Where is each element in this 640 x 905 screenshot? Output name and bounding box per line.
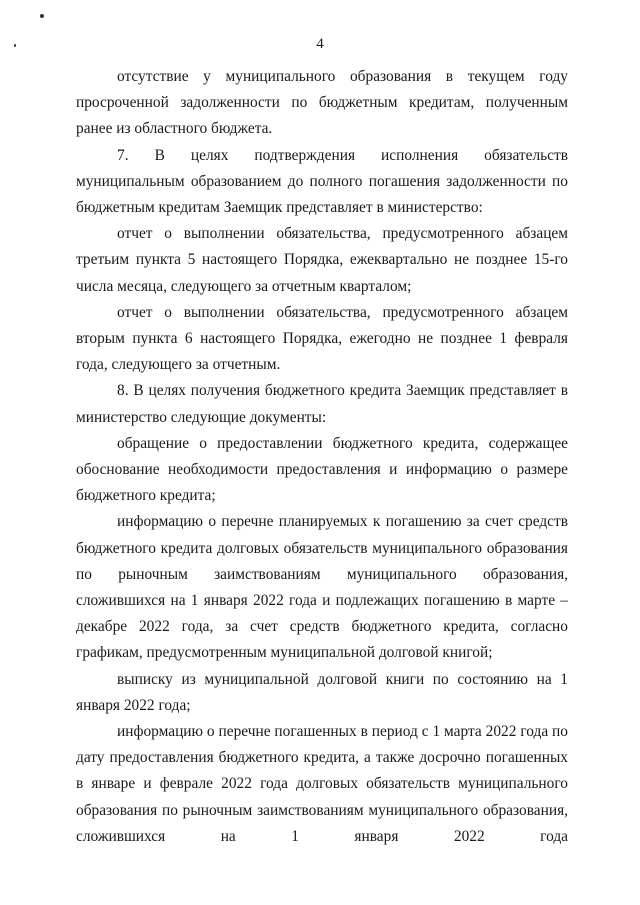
paragraph: отчет о выполнении обязательства, предусмотренного абзацем третьим пункта 5 настоящего Порядка, ежеквартально не позднее 15-го числа месяца, следующего за отчетным кварталом;	[76, 225, 568, 295]
paragraph: выписку из муниципальной долговой книги по состоянию на 1 января 2022 года;	[76, 670, 568, 714]
paragraph: отсутствие у муниципального образования в текущем году просроченной задолженности по бюджетным кредитам, полученным ранее из областного бюджета.	[76, 68, 568, 138]
scan-speck	[40, 14, 44, 18]
paragraph: отчет о выполнении обязательства, предусмотренного абзацем вторым пункта 6 настоящего Порядка, ежегодно не позднее 1 февраля года, следующего за отчетным.	[76, 303, 568, 374]
document-body	[76, 64, 568, 850]
paragraph: информацию о перечне планируемых к погашению за счет средств бюджетного кредита долговых обязательств муниципального образования по рыночным заимствованиям муниципального образования, сложившихся на 1 января 2022 года и подлежащих погашению в марте – декабре 2022 года, за счет средств бюджетного кредита, согласно графикам, предусмотренным муниципальной долговой книгой;	[76, 513, 568, 662]
paragraph: 7. В целях подтверждения исполнения обязательств муниципальным образованием до полного погашения задолженности по бюджетным кредитам Заемщик представляет в министерство:	[76, 146, 568, 217]
paragraph: информацию о перечне погашенных в период с 1 марта 2022 года по дату предоставления бюджетного кредита, а также досрочно погашенных в январе и феврале 2022 года долговых обязательств муниципального образования по рыночным заимствованиям муниципального образования, сложившихся на 1 января 2022 года	[76, 723, 568, 845]
page-number: 4	[316, 36, 324, 52]
paragraph: 8. В целях получения бюджетного кредита Заемщик представляет в министерство следующие документы:	[76, 382, 568, 426]
paragraph: обращение о предоставлении бюджетного кредита, содержащее обоснование необходимости предоставления и информацию о размере бюджетного кредита;	[76, 434, 568, 505]
